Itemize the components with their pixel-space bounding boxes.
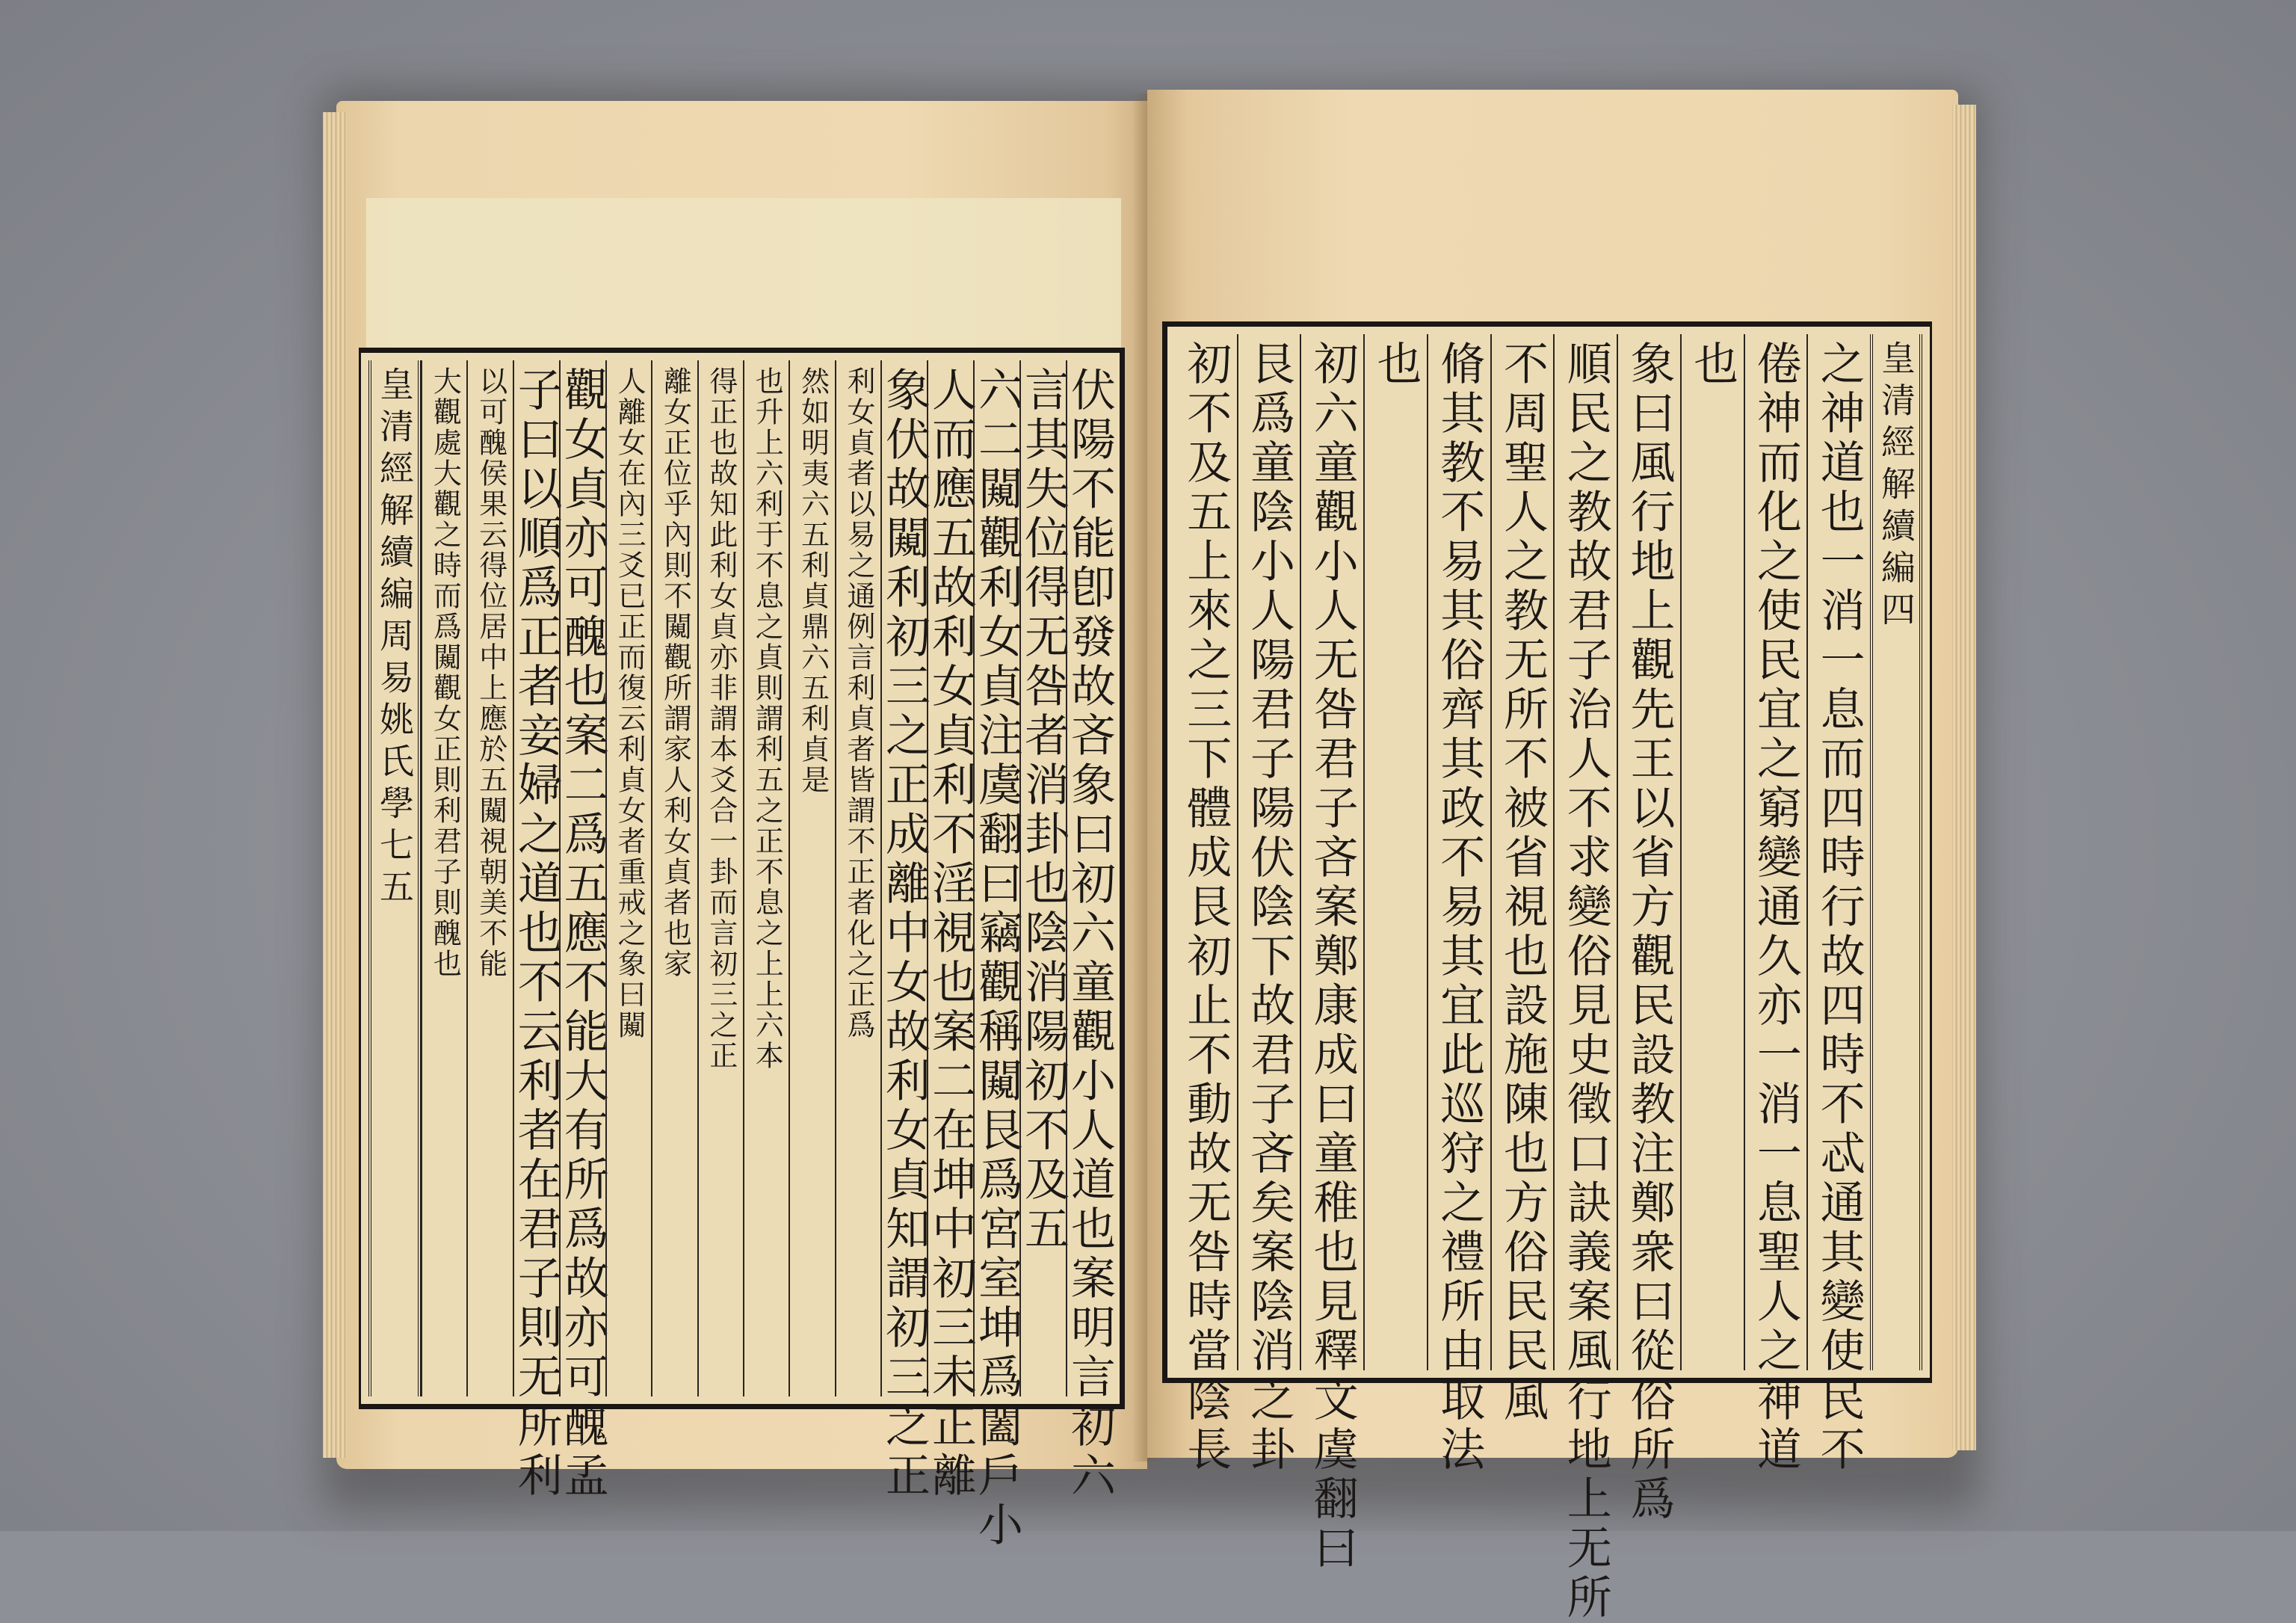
text-column: 人而應五故利女貞利不淫視也案二在坤中初三未正離 [927,360,973,1396]
left-page [336,101,1147,1550]
left-text-block [359,348,1125,1550]
text-column: 脩其教不易其俗齊其政不易其宜此巡狩之禮所由取法 [1427,334,1490,1370]
text-column: 之神道也一消一息而四時行故四時不忒通其變使民不 [1806,334,1870,1370]
text-column: 倦神而化之使民宜之窮變通久亦一消一息聖人之神道 [1744,334,1807,1370]
text-column: 也 [1363,334,1427,1370]
text-column: 初六童觀小人无咎君子吝案鄭康成曰童稚也見釋文虞翻曰 [1300,334,1363,1370]
annotation-column: 離女正位乎內則不闚觀所謂家人利女貞者也家 [651,360,697,1396]
text-column: 六二闚觀利女貞注虞翻曰竊觀稱闚艮爲宮室坤爲闔戶小 [973,360,1019,1396]
text-column: 初不及五上來之三下體成艮初止不動故无咎時當陰長 [1179,340,1232,1475]
text-column: 言其失位得无咎者消卦也陰消陽初不及五 [1019,360,1066,1396]
right-text-block [1162,321,1932,1623]
annotation-column: 得正也故知此利女貞亦非謂本爻合一卦而言初三之正 [697,360,743,1396]
margin-title-column [368,360,421,1396]
text-column: 象伏故闚利初三之正成離中女故利女貞知謂初三之正 [880,360,927,1396]
margin-subtitle: 周易姚氏學七 [374,618,415,869]
folio-number: 四 [1876,591,1916,633]
folio-number: 五 [374,869,415,911]
annotation-column: 也升上六利于不息之貞則謂利五之正不息之上上六本 [743,360,789,1396]
text-column: 艮爲童陰小人陽君子陽伏陰下故君子吝矣案陰消之卦 [1237,334,1300,1370]
left-columns [368,360,1116,1550]
annotation-column: 人離女在內三爻已正而復云利貞女者重戒之象曰闚 [605,360,651,1396]
text-column: 順民之教故君子治人不求變俗見史徵口訣義案風行地上无所 [1553,334,1617,1370]
right-page [1147,90,1958,1623]
text-column: 不周聖人之教无所不被省視也設施陳也方俗民民風 [1490,334,1554,1370]
annotation-column: 然如明夷六五利貞鼎六五利貞是 [789,360,834,1396]
text-column: 觀女貞亦可醜也案二爲五應不能大有所爲故亦可醜孟 [559,360,605,1396]
left-page-edge [323,112,347,1458]
text-column: 子曰以順爲正者妾婦之道也不云利者在君子則无所利 [513,360,559,1396]
margin-title-column [1870,334,1922,1370]
right-page-edge [1952,105,1976,1450]
annotation-column: 利女貞者以易之通例言利貞者皆謂不正者化之正爲 [835,360,880,1396]
annotation-column: 以可醜侯果云得位居中上應於五闚視朝美不能 [466,360,512,1396]
annotation-column: 大觀處大觀之時而爲闚觀女正則利君子則醜也 [421,360,466,1396]
margin-title: 皇清經解續編 [374,366,415,618]
text-column: 象曰風行地上觀先王以省方觀民設教注鄭衆曰從俗所爲 [1617,334,1680,1370]
text-column: 也 [1680,334,1744,1370]
right-columns [1175,334,1922,1623]
margin-title: 皇清經解續編 [1876,340,1916,591]
text-column: 伏陽不能卽發故吝象曰初六童觀小人道也案明言初六 [1066,360,1112,1396]
